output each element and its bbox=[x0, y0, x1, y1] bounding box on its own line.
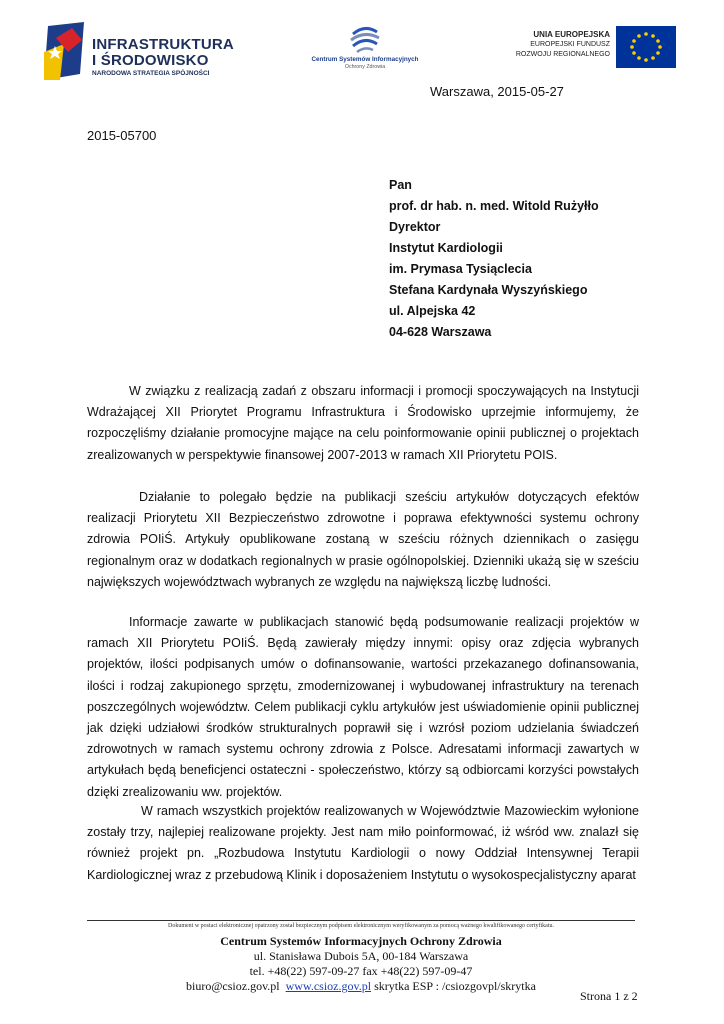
logo-left-line1: INFRASTRUKTURA bbox=[92, 36, 234, 53]
recipient-line: prof. dr hab. n. med. Witold Rużyłło bbox=[389, 199, 599, 213]
page-number: Strona 1 z 2 bbox=[580, 989, 638, 1003]
logo-left-line3: NARODOWA STRATEGIA SPÓJNOŚCI bbox=[92, 70, 210, 77]
reference-number: 2015-05700 bbox=[87, 128, 157, 143]
footer-note: Dokument w postaci elektronicznej opatrzony został bezpiecznym podpisem elektronicznym weryfikowanym za pomocą ważnego kwalifikowanego certyfikatu. bbox=[167, 923, 555, 929]
recipient-address bbox=[389, 175, 599, 343]
paragraph-4 bbox=[87, 801, 639, 886]
logo-mid-line1: Centrum Systemów Informacyjnych bbox=[311, 56, 419, 63]
infrastruktura-emblem-icon bbox=[42, 22, 88, 82]
csioz-logo bbox=[305, 26, 425, 72]
csioz-swirl-icon bbox=[345, 26, 385, 56]
footer-epuap: skrytka ESP : /csiozgovpl/skrytka bbox=[374, 979, 536, 993]
footer bbox=[87, 922, 635, 994]
footer-address: ul. Stanisława Dubois 5A, 00-184 Warszawa bbox=[253, 949, 469, 963]
eu-line2: EUROPEJSKI FUNDUSZ bbox=[530, 41, 610, 48]
eu-flag-icon bbox=[616, 26, 676, 68]
footer-org-name: Centrum Systemów Informacyjnych Ochrony Zdrowia bbox=[220, 934, 502, 948]
recipient-line: ul. Alpejska 42 bbox=[389, 304, 476, 318]
paragraph-text: Działanie to polegało będzie na publikacji sześciu artykułów dotyczących efektów realizacji Priorytetu XII Bezpieczeństwo zdrowotne i poprawa efektywności systemu ochrony zdrowia POIiŚ. Artykuły opublikowane zostaną w sześciu różnych dziennikach o zasięgu regionalnym oraz w dodatkach regionalnych w prasie ogólnopolskiej. Dzienniki ukażą się w sześciu największych województwach wybranych ze względu na największą liczbę ludności. bbox=[87, 490, 639, 589]
recipient-line: Instytut Kardiologii bbox=[389, 241, 503, 255]
paragraph-text: Informacje zawarte w publikacjach stanowić będą podsumowanie realizacji projektów w ramach XII Priorytetu POIiŚ. Będą zawierały między innymi: opisy oraz zdjęcia wybranych projektów, ilości podpisanych umów o dofinansowanie, wartości przekazanego dofinansowania, ilości i rodzaj zakupionego sprzętu, zmodernizowanej i wybudowanej infrastruktury na terenach poszczególnych województw. Celem publikacji cyklu artykułów jest uświadomienie opinii publicznej jak dzięki udziałowi środków strukturalnych poprawił się i wzrósł poziom udzielania świadczeń zdrowotnych w ramach systemu ochrony zdrowia z Polsce. Adresatami informacji zawartych w artykułach będą beneficjenci ostateczni - społeczeństwo, którzy są odbiorcami korzyści powstałych dzięki zrealizowaniu ww. projektów. bbox=[87, 615, 639, 799]
logo-left-line2: I ŚRODOWISKO bbox=[92, 52, 209, 69]
eu-logo bbox=[498, 26, 676, 70]
paragraph-text: W związku z realizacją zadań z obszaru informacji i promocji spoczywających na Instytucji Wdrażającej XII Priorytet Programu Infrastruktura i Środowisko uprzejmie informujemy, że rozpoczęliśmy działanie promocyjne mające na celu poinformowanie opinii publicznej o projektach zrealizowanych w perspektywie finansowej 2007-2013 w ramach XII Priorytetu POIS. bbox=[87, 384, 639, 462]
recipient-line: Pan bbox=[389, 178, 412, 192]
paragraph-text: W ramach wszystkich projektów realizowanych w Województwie Mazowieckim wyłonione zostały trzy, najlepiej realizowane projekty. Jest nam miło poinformować, iż wśród ww. znalazł się również projekt pn. „Rozbudowa Instytutu Kardiologii o nowy Oddział Intensywnej Terapii Kardiologicznej wraz z przebudową Klinik i doposażeniem Instytutu o wysokospecjalistyczny aparat bbox=[87, 804, 639, 882]
footer-website-link[interactable]: www.csioz.gov.pl bbox=[285, 979, 372, 993]
paragraph-3 bbox=[87, 612, 639, 803]
footer-email[interactable]: biuro@csioz.gov.pl bbox=[186, 979, 280, 993]
recipient-line: im. Prymasa Tysiąclecia bbox=[389, 262, 532, 276]
infrastruktura-logo bbox=[42, 22, 242, 82]
eu-line1: UNIA EUROPEJSKA bbox=[533, 30, 610, 39]
eu-line3: ROZWOJU REGIONALNEGO bbox=[515, 51, 610, 58]
recipient-line: Dyrektor bbox=[389, 220, 441, 234]
footer-phone: tel. +48(22) 597-09-27 fax +48(22) 597-09-47 bbox=[249, 964, 473, 978]
logo-mid-line2: Ochrony Zdrowia bbox=[344, 64, 386, 70]
recipient-line: Stefana Kardynała Wyszyńskiego bbox=[389, 283, 588, 297]
paragraph-2 bbox=[87, 487, 639, 593]
recipient-line: 04-628 Warszawa bbox=[389, 325, 492, 339]
footer-contact bbox=[87, 979, 635, 994]
footer-divider bbox=[87, 920, 635, 921]
place-date: Warszawa, 2015-05-27 bbox=[430, 84, 564, 99]
paragraph-1 bbox=[87, 381, 639, 466]
